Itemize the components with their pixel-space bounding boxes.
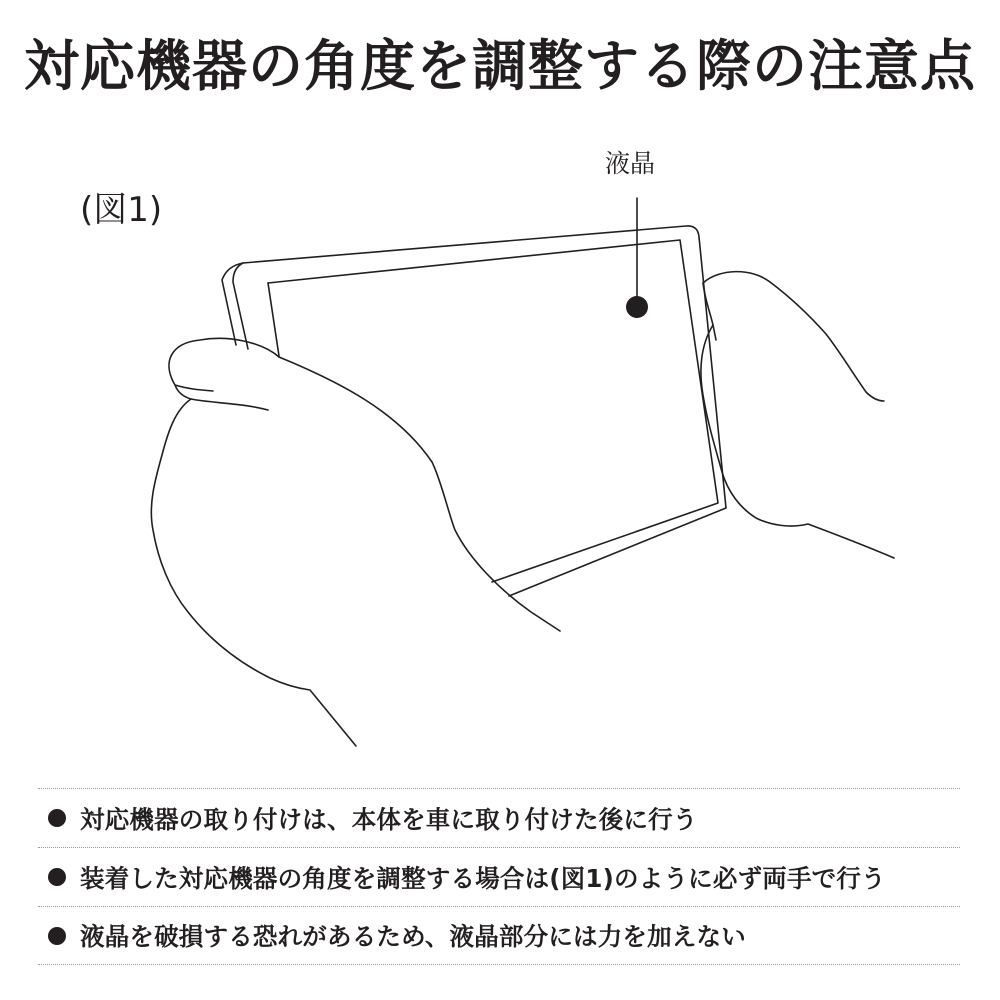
tablet-side-edge — [222, 263, 243, 345]
note-text: 対応機器の取り付けは、本体を車に取り付けた後に行う — [80, 804, 698, 834]
list-item — [38, 847, 960, 906]
list-item — [38, 788, 960, 847]
tablet-screen — [268, 240, 718, 582]
note-text: 装着した対応機器の角度を調整する場合は(図1)のように必ず両手で行う — [80, 863, 886, 893]
bullet-icon — [48, 809, 66, 827]
notes-list — [38, 788, 960, 965]
bullet-icon — [48, 927, 66, 945]
tablet-outer-frame — [243, 226, 726, 596]
left-hand — [151, 338, 356, 746]
note-text: 液晶を破損する恐れがあるため、液晶部分には力を加えない — [80, 922, 746, 951]
page-title: 対応機器の角度を調整する際の注意点 — [23, 34, 976, 98]
callout-dot — [626, 296, 648, 318]
callout-label-lcd: 液晶 — [605, 149, 656, 178]
list-item — [38, 906, 960, 965]
right-hand — [703, 272, 884, 401]
bullet-icon — [48, 868, 66, 886]
figure-label: (図1) — [80, 190, 163, 230]
